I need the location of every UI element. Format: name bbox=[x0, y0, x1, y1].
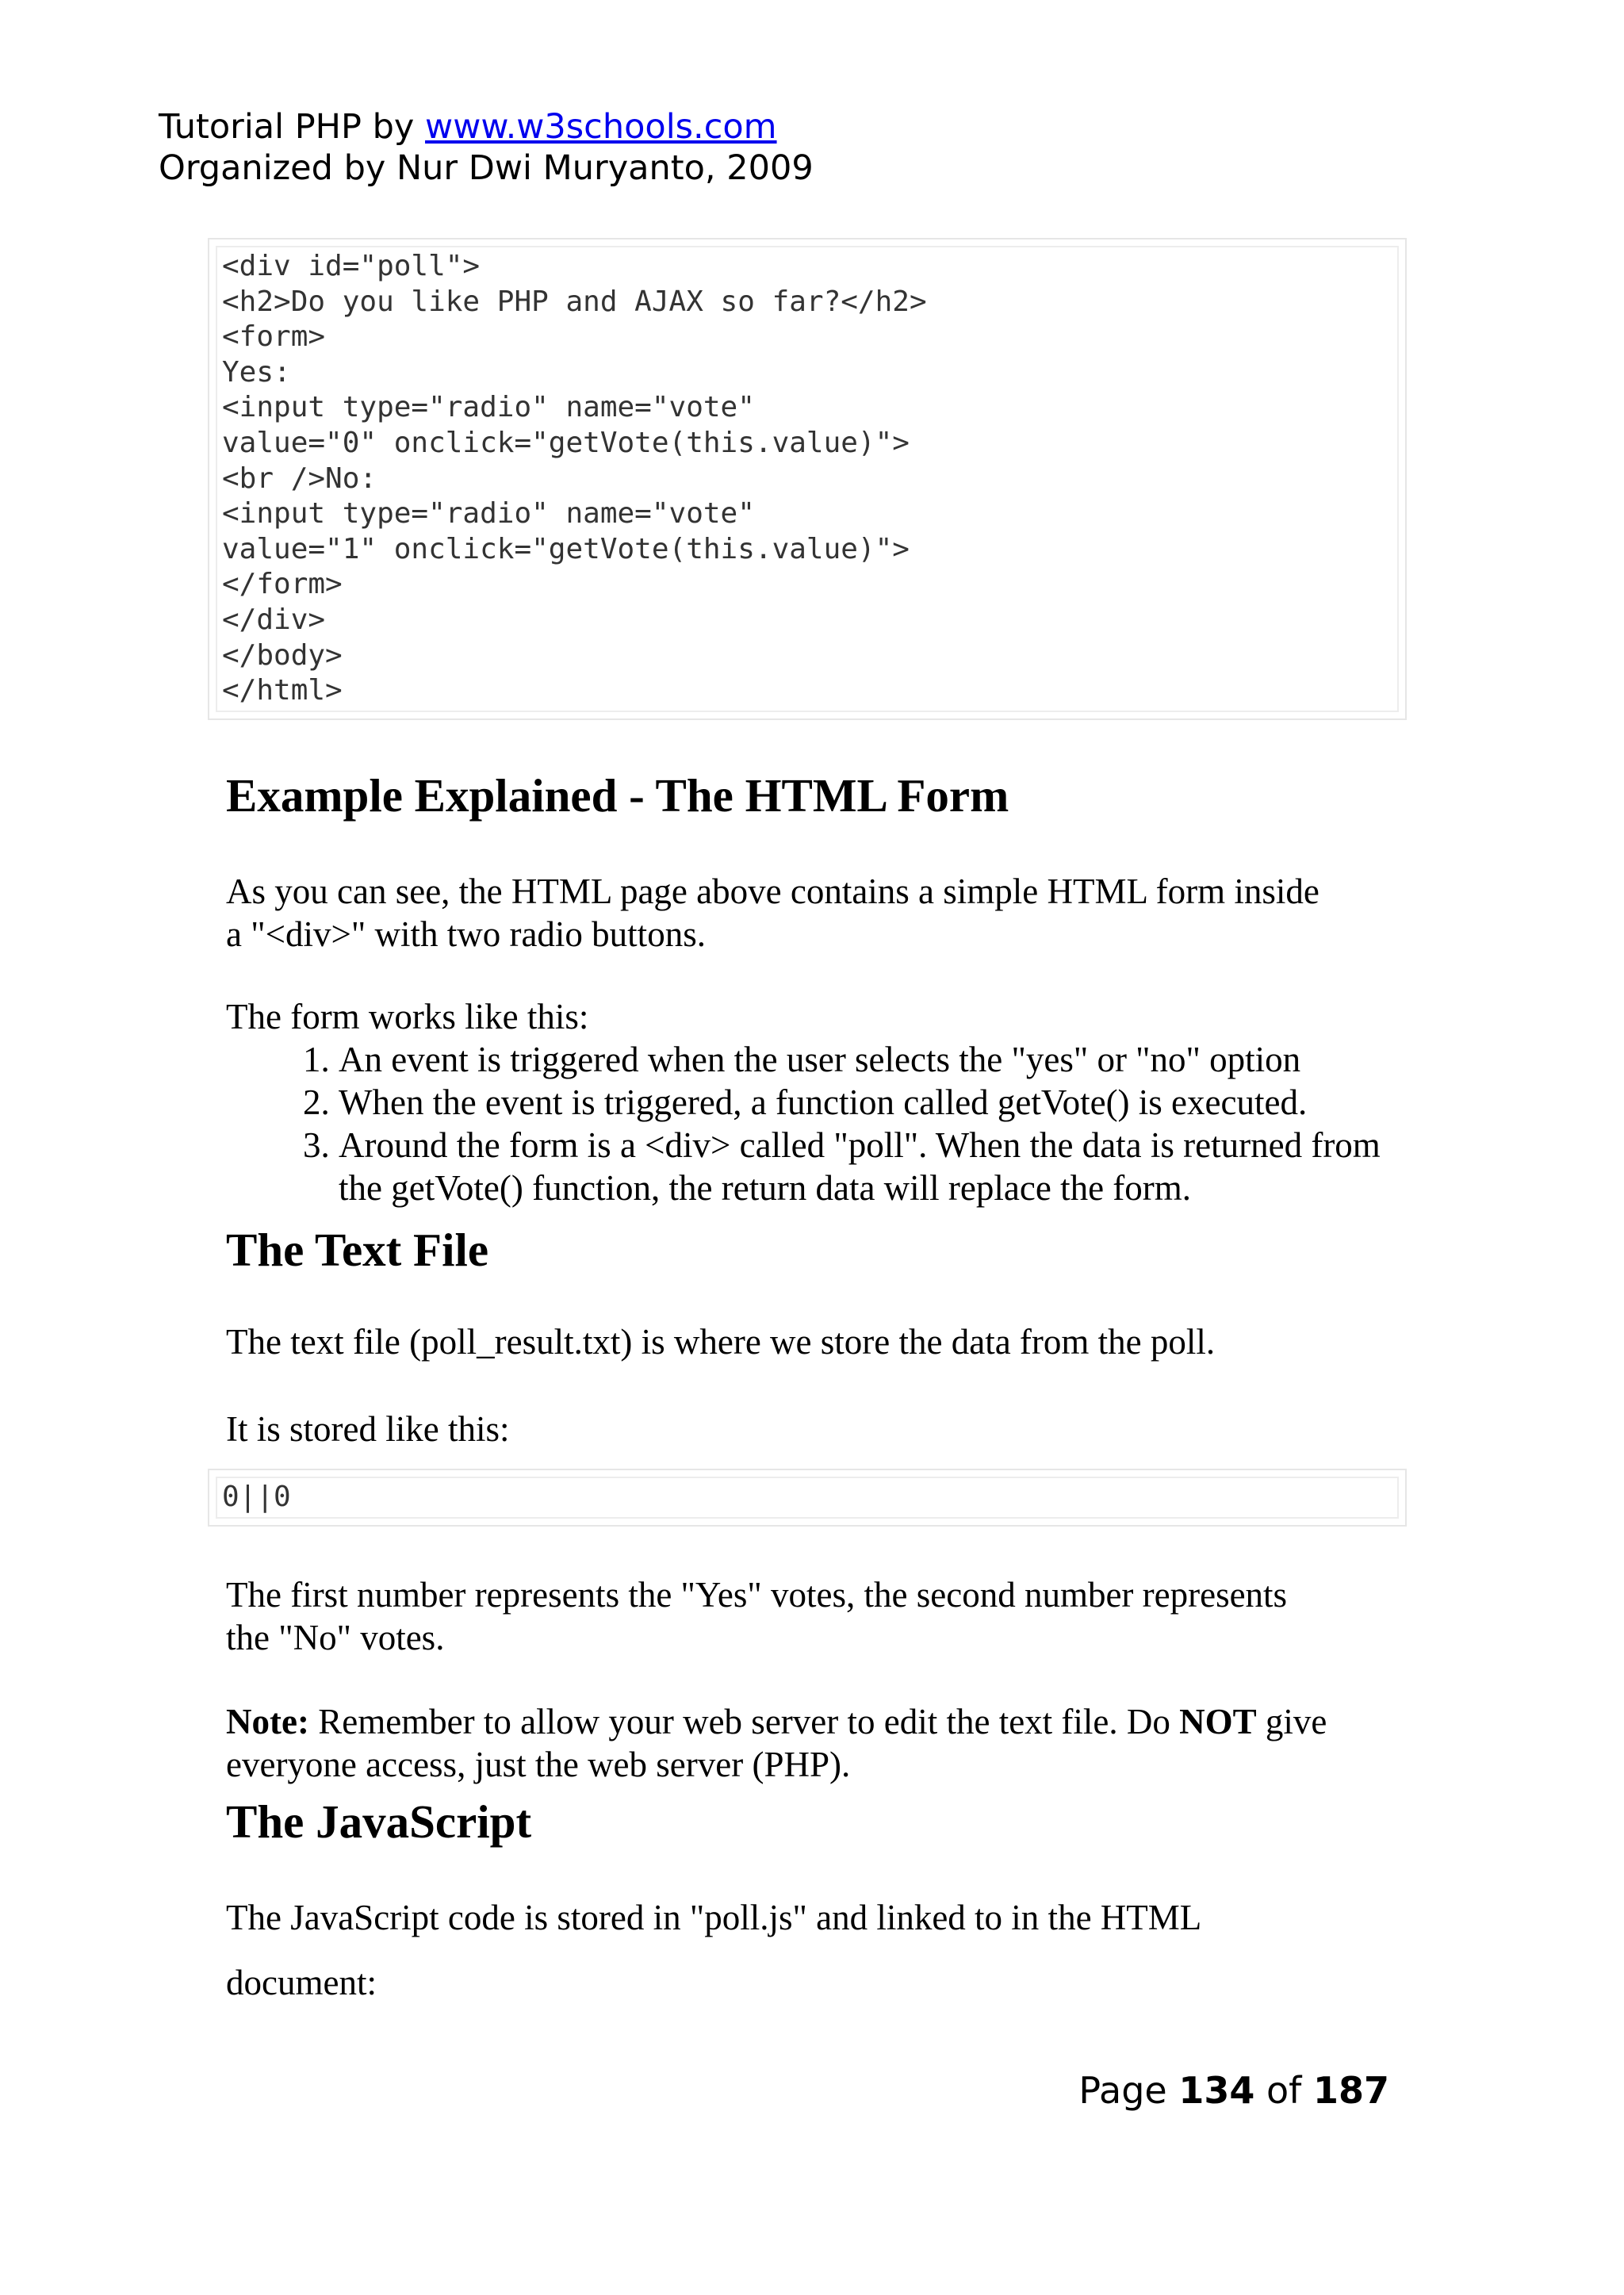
code-line: <h2>Do you like PHP and AJAX so far?</h2> bbox=[222, 285, 927, 318]
footer-page-word: Page bbox=[1078, 2069, 1167, 2112]
list-item: 1. An event is triggered when the user selects the "yes" or "no" option bbox=[339, 1038, 1433, 1081]
code-line: <input type="radio" name="vote" bbox=[222, 391, 755, 424]
code-block-poll-result bbox=[208, 1469, 1407, 1527]
code-line: </html> bbox=[222, 674, 343, 707]
header-title: Tutorial PHP by bbox=[159, 107, 426, 147]
paragraph-numbers bbox=[226, 1573, 1415, 1659]
code-line: <br />No: bbox=[222, 462, 377, 495]
code-line: </form> bbox=[222, 568, 343, 601]
paragraph-line: The first number represents the "Yes" votes, the second number represents bbox=[226, 1575, 1288, 1615]
paragraph-line: As you can see, the HTML page above contains a simple HTML form inside bbox=[226, 872, 1320, 911]
code-line: Yes: bbox=[222, 355, 291, 389]
code-line: <div id="poll"> bbox=[222, 250, 481, 282]
paragraph-line: a "<div>" with two radio buttons. bbox=[226, 914, 706, 954]
note-paragraph bbox=[226, 1700, 1415, 1786]
page-footer bbox=[1078, 2068, 1389, 2113]
footer-of-word: of bbox=[1266, 2069, 1302, 2112]
code-block-poll-result-content: 0||0 bbox=[216, 1477, 1399, 1519]
paragraph-stored-like: It is stored like this: bbox=[226, 1409, 510, 1449]
code-line: <input type="radio" name="vote" bbox=[222, 497, 755, 531]
heading-javascript: The JavaScript bbox=[226, 1795, 532, 1848]
code-line: value="1" onclick="getVote(this.value)"> bbox=[222, 532, 910, 565]
paragraph-line bbox=[226, 1700, 1415, 1743]
paragraph-line: The JavaScript code is stored in "poll.js" and linked to in the HTML bbox=[226, 1898, 1202, 1937]
header-line-1 bbox=[159, 106, 814, 148]
paragraph-text-file: The text file (poll_result.txt) is where we store the data from the poll. bbox=[226, 1322, 1216, 1362]
paragraph-javascript bbox=[226, 1896, 1415, 2004]
code-line: </body> bbox=[222, 638, 343, 672]
list-item: 2. When the event is triggered, a function called getVote() is executed. bbox=[339, 1081, 1433, 1124]
w3schools-link[interactable]: www.w3schools.com bbox=[425, 107, 777, 147]
paragraph-line: document: bbox=[226, 1963, 377, 2002]
note-text: give bbox=[1256, 1702, 1327, 1741]
header-line-2: Organized by Nur Dwi Muryanto, 2009 bbox=[159, 148, 814, 188]
heading-html-form: Example Explained - The HTML Form bbox=[226, 769, 1009, 822]
paragraph-form-intro bbox=[226, 870, 1415, 956]
code-line: <form> bbox=[222, 320, 326, 354]
code-line: value="0" onclick="getVote(this.value)"> bbox=[222, 426, 910, 459]
note-text: Remember to allow your web server to edit the text file. Do bbox=[308, 1702, 1180, 1741]
note-bold: NOT bbox=[1179, 1702, 1257, 1741]
paragraph-form-works: The form works like this: bbox=[226, 997, 589, 1036]
paragraph-line: everyone access, just the web server (PHP). bbox=[226, 1745, 851, 1784]
code-block-html-content bbox=[216, 246, 1399, 712]
footer-page-number: 134 bbox=[1178, 2069, 1255, 2112]
paragraph-line: the "No" votes. bbox=[226, 1618, 445, 1657]
form-steps-list bbox=[226, 1038, 1433, 1209]
heading-text-file: The Text File bbox=[226, 1224, 489, 1276]
list-item: 3. Around the form is a <div> called "poll". When the data is returned from the getVote() function, the return data will replace the form. bbox=[339, 1124, 1433, 1209]
code-line: </div> bbox=[222, 603, 326, 636]
note-label: Note: bbox=[226, 1702, 309, 1741]
page-header bbox=[159, 106, 814, 189]
code-block-html bbox=[208, 238, 1407, 720]
footer-page-total: 187 bbox=[1312, 2069, 1389, 2112]
